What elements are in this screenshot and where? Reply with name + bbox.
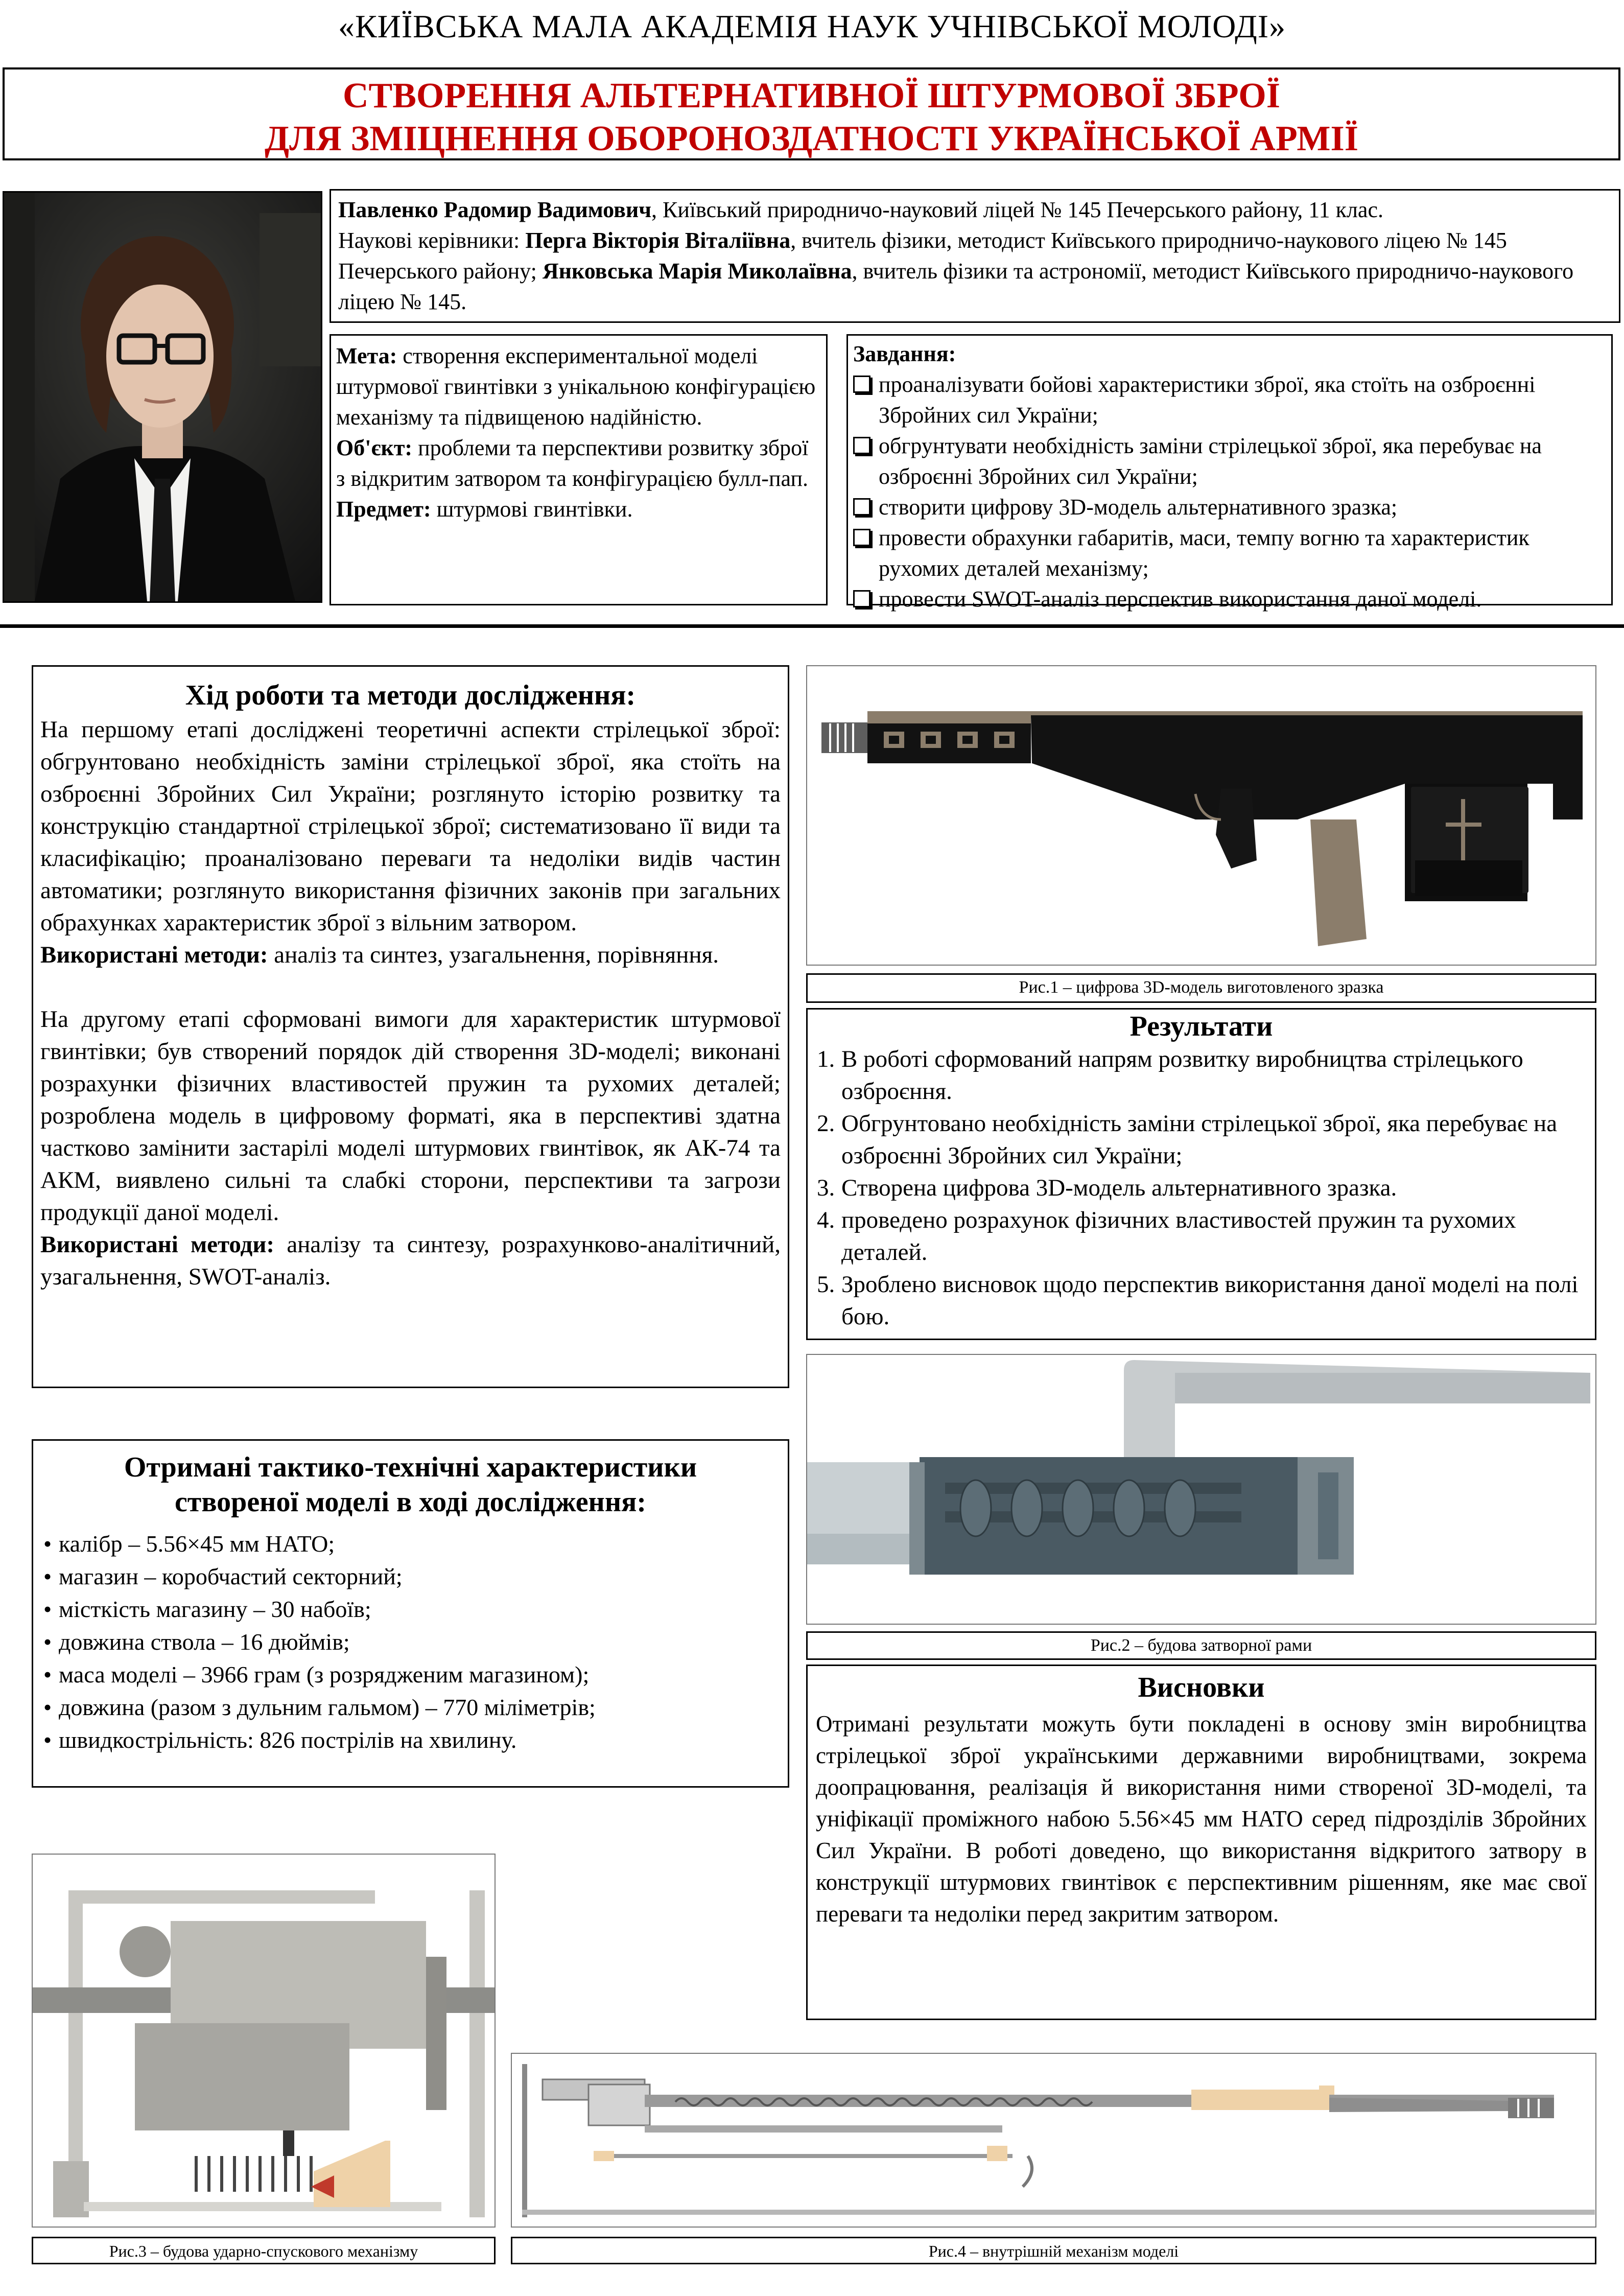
task-item: створити цифрову 3D-модель альтернативного зразка; bbox=[853, 492, 1606, 523]
author-photo bbox=[3, 191, 322, 603]
specs-list bbox=[41, 1528, 780, 1756]
bolt-carrier-image bbox=[807, 1355, 1595, 1624]
bullet-icon: • bbox=[43, 1531, 52, 1557]
spec-item: • довжина ствола – 16 дюймів; bbox=[41, 1626, 780, 1658]
result-item: 1. В роботі сформований напрям розвитку виробництва стрілецького озброєння. bbox=[817, 1046, 1523, 1105]
checkbox-icon bbox=[853, 529, 870, 546]
task-item: провести SWOT-аналіз перспектив використання даної моделі. bbox=[853, 584, 1606, 615]
task-item: провести обрахунки габаритів, маси, темпу вогню та характеристик рухомих деталей механізму; bbox=[853, 523, 1606, 584]
conclusions-title: Висновки bbox=[1138, 1672, 1265, 1703]
author-details: , Київський природничо-науковий ліцей № 145 Печерського району, 11 клас. bbox=[651, 197, 1383, 222]
spec-item: • місткість магазину – 30 набоїв; bbox=[41, 1593, 780, 1626]
spec-item: • довжина (разом з дульним гальмом) – 770 міліметрів; bbox=[41, 1691, 780, 1724]
goal-label: Мета: bbox=[336, 343, 397, 368]
subject-text: штурмові гвинтівки. bbox=[431, 497, 633, 522]
task-item: обгрунтувати необхідність заміни стрілецької зброї, яка перебуває на озброєнні Збройних сил України; bbox=[853, 431, 1606, 492]
author-name: Павленко Радомир Вадимович bbox=[338, 197, 652, 222]
checkbox-icon bbox=[853, 590, 870, 607]
tasks-box bbox=[846, 334, 1613, 612]
supervisor-1-details: , вчитель фізики, методист Київського природничо-наукового ліцею № 145 Печерського району; bbox=[338, 228, 1507, 284]
result-item: 5. Зроблено висновок щодо перспектив використання даної моделі на полі бою. bbox=[817, 1271, 1579, 1330]
rifle-3d-model-image bbox=[807, 666, 1595, 965]
author-portrait-image bbox=[4, 193, 321, 601]
results-list bbox=[813, 1043, 1590, 1333]
bullet-icon: • bbox=[43, 1694, 52, 1720]
tasks-title: Завдання: bbox=[853, 341, 956, 366]
figure-3 bbox=[32, 1854, 496, 2228]
goal-text: створення експериментальної моделі штурмової гвинтівки з унікальною конфігурацією механізму та підвищеною надійністю. bbox=[336, 343, 816, 430]
poster-title-line-1: СТВОРЕННЯ АЛЬТЕРНАТИВНОЇ ШТУРМОВОЇ ЗБРОЇ bbox=[343, 76, 1280, 115]
poster-title-line-2: ДЛЯ ЗМІЦНЕННЯ ОБОРОНОЗДАТНОСТІ УКРАЇНСЬКОЇ АРМІЇ bbox=[265, 119, 1358, 158]
conclusions-box bbox=[806, 1665, 1596, 2020]
result-item: 2. Обгрунтовано необхідність заміни стрілецької зброї, яка перебуває на озброєнні Збройних сил України; bbox=[817, 1110, 1558, 1169]
figure-1-caption: Рис.1 – цифрова 3D-модель виготовленого зразка bbox=[806, 973, 1596, 1003]
figure-1 bbox=[806, 665, 1596, 966]
task-item: проаналізувати бойові характеристики зброї, яка стоїть на озброєнні Збройних сил України; bbox=[853, 369, 1606, 431]
methods-box bbox=[32, 665, 789, 1388]
subject-label: Предмет: bbox=[336, 497, 431, 522]
methods-used-2: Використані методи: аналізу та синтезу, розрахунково-аналітичний, узагальнення, SWOT-аналіз. bbox=[40, 1231, 781, 1290]
bullet-icon: • bbox=[43, 1596, 52, 1622]
object-text: проблеми та перспективи розвитку зброї з відкритим затвором та конфігурацією булл-пап. bbox=[336, 435, 809, 491]
conclusions-text: Отримані результати можуть бути покладені в основу змін виробництва стрілецької зброї українськими державними виробництвами, зокрема доопрацювання, реалізація й використання ними створеної 3D-моделі, та уніфікації проміжного набою 5.56×45 мм НАТО серед підрозділів Збройних Сил України. В роботі доведено, що використання відкритого затвору в конструкції штурмових гвинтівок є перспективним рішенням, яке має свої переваги та недоліки перед закритим затвором. bbox=[816, 1711, 1587, 1927]
specs-title: Отримані тактико-технічні характеристики створеної моделі в ході дослідження: bbox=[124, 1451, 697, 1518]
checkbox-icon bbox=[853, 376, 870, 393]
supervisors-label: Наукові керівники: bbox=[338, 228, 526, 253]
author-info bbox=[329, 189, 1620, 323]
result-item: 3. Створена цифрова 3D-модель альтернативного зразка. bbox=[817, 1175, 1397, 1201]
checkbox-icon bbox=[853, 437, 870, 454]
checkbox-icon bbox=[853, 498, 870, 516]
specs-box bbox=[32, 1439, 789, 1788]
methods-paragraph-1: На першому етапі досліджені теоретичні аспекти стрілецької зброї: обгрунтовано необхідність заміни стрілецької зброї, яка стоїть на озброєнні Збройних Сил України; розглянуто історію розвитку та конструкцію стандартної стрілецької зброї; систематизовано її види та класифікацію; проаналізовано переваги та недоліки видів частин автоматики; розглянуто використання фізичних законів при загальних обрахунках характеристик зброї з вільним затвором. bbox=[40, 716, 781, 936]
bullet-icon: • bbox=[43, 1661, 52, 1688]
bullet-icon: • bbox=[43, 1727, 52, 1753]
spec-item: • швидкострільність: 826 пострілів на хвилину. bbox=[41, 1724, 780, 1756]
tasks-list bbox=[853, 369, 1606, 615]
result-item: 4. проведено розрахунок фізичних властивостей пружин та рухомих деталей. bbox=[817, 1207, 1516, 1266]
results-box bbox=[806, 1008, 1596, 1340]
results-title: Результати bbox=[1129, 1011, 1273, 1042]
supervisor-2-name: Янковська Марія Миколаївна bbox=[542, 259, 852, 284]
spec-item: • маса моделі – 3966 грам (з розрядженим магазином); bbox=[41, 1658, 780, 1691]
figure-4 bbox=[511, 2053, 1596, 2228]
spec-item: • калібр – 5.56×45 мм НАТО; bbox=[41, 1528, 780, 1560]
object-label: Об'єкт: bbox=[336, 435, 413, 460]
bullet-icon: • bbox=[43, 1629, 52, 1655]
poster-title bbox=[3, 67, 1620, 160]
figure-4-caption: Рис.4 – внутрішній механізм моделі bbox=[511, 2237, 1596, 2264]
methods-used-1: Використані методи: аналіз та синтез, узагальнення, порівняння. bbox=[40, 942, 719, 968]
section-divider bbox=[0, 624, 1624, 628]
organization-title: «КИЇВСЬКА МАЛА АКАДЕМІЯ НАУК УЧНІВСЬКОЇ МОЛОДІ» bbox=[338, 8, 1286, 44]
methods-title: Хід роботи та методи дослідження: bbox=[185, 680, 636, 711]
figure-2-caption: Рис.2 – будова затворної рами bbox=[806, 1631, 1596, 1660]
goal-box bbox=[329, 334, 828, 605]
supervisor-2-details: , вчитель фізики та астрономії, методист Київського природничо-наукового ліцею № 145. bbox=[338, 259, 1574, 314]
spec-item: • магазин – коробчастий секторний; bbox=[41, 1560, 780, 1593]
figure-3-caption: Рис.3 – будова ударно-спускового механізму bbox=[32, 2237, 496, 2264]
methods-paragraph-2: На другому етапі сформовані вимоги для характеристик штурмової гвинтівки; був створений порядок дій створення 3D-моделі; виконані розрахунки фізичних властивостей пружин та рухомих деталей; розроблена модель в цифровому форматі, яка в перспективі здатна частково замінити застарілі моделі штурмових гвинтівок, як АК-74 та АКМ, виявлено сильні та слабкі сторони, перспективи та загрози продукції даної моделі. bbox=[40, 1006, 781, 1226]
trigger-mechanism-image bbox=[33, 1855, 495, 2227]
supervisor-1-name: Перга Вікторія Віталіївна bbox=[525, 228, 791, 253]
figure-2 bbox=[806, 1354, 1596, 1625]
bullet-icon: • bbox=[43, 1563, 52, 1589]
internal-mechanism-image bbox=[512, 2054, 1595, 2227]
